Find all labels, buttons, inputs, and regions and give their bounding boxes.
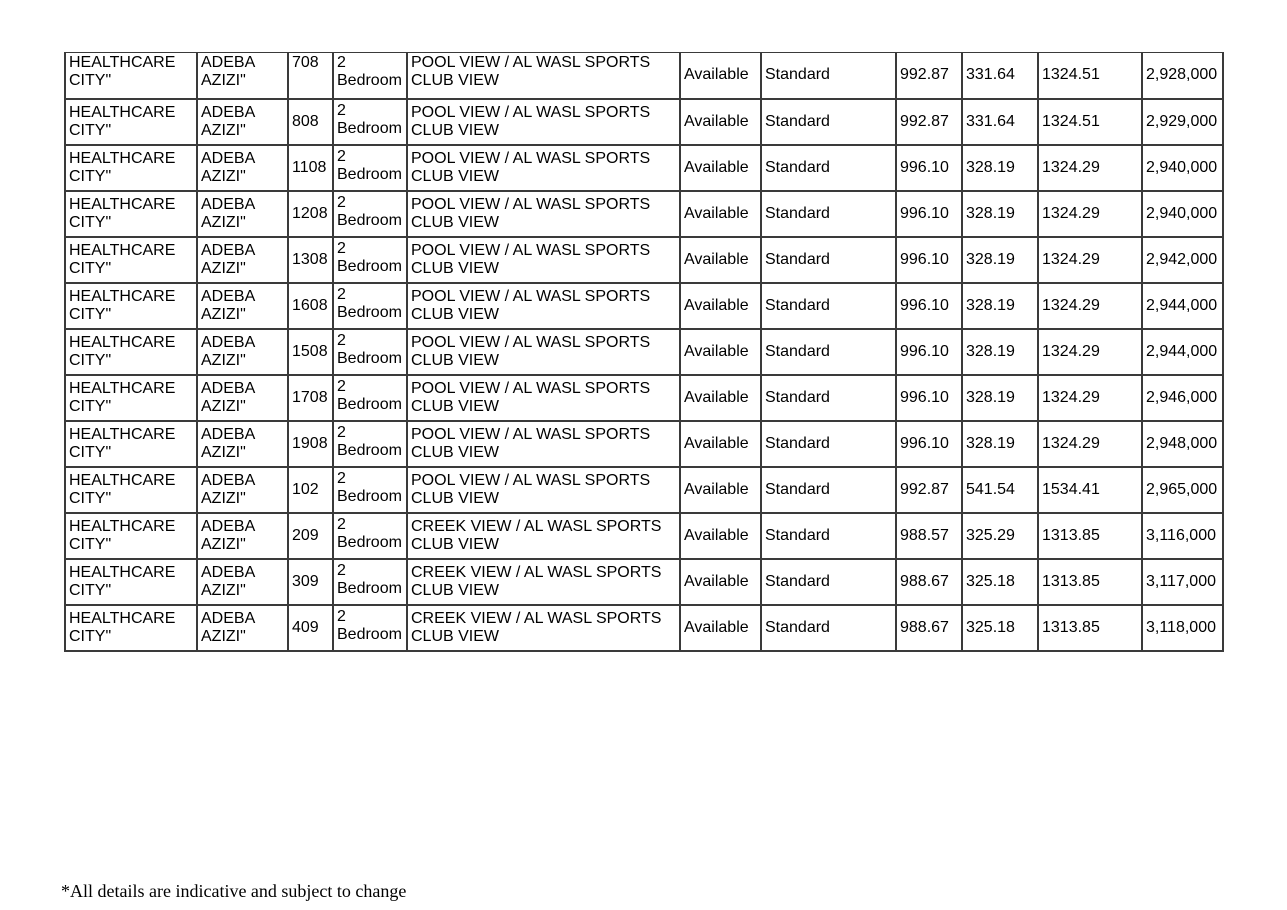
view-cell: CREEK VIEW / AL WASL SPORTS CLUB VIEW [407, 559, 680, 605]
project-cell: ADEBA AZIZI" [197, 283, 288, 329]
table-row [65, 605, 1223, 651]
unit-number-cell: 1308 [288, 237, 333, 283]
price-cell: 2,946,000 [1142, 375, 1223, 421]
table-row [65, 421, 1223, 467]
price-cell: 3,116,000 [1142, 513, 1223, 559]
total-area-cell: 1324.29 [1038, 237, 1142, 283]
category-cell: Standard [761, 329, 896, 375]
price-cell: 3,117,000 [1142, 559, 1223, 605]
community-cell: HEALTHCARE CITY" [65, 513, 197, 559]
project-cell: ADEBA AZIZI" [197, 467, 288, 513]
project-cell: ADEBA AZIZI" [197, 99, 288, 145]
unit-type-cell: 2 Bedroom [333, 605, 407, 651]
project-cell: ADEBA AZIZI" [197, 605, 288, 651]
internal-area-cell: 992.87 [896, 99, 962, 145]
footnote: *All details are indicative and subject to change [61, 881, 407, 901]
unit-number-cell: 1508 [288, 329, 333, 375]
status-cell: Available [680, 421, 761, 467]
price-cell: 2,940,000 [1142, 191, 1223, 237]
status-cell: Available [680, 329, 761, 375]
category-cell: Standard [761, 145, 896, 191]
price-cell: 2,928,000 [1142, 53, 1223, 99]
balcony-area-cell: 325.18 [962, 605, 1038, 651]
view-cell: POOL VIEW / AL WASL SPORTS CLUB VIEW [407, 237, 680, 283]
table-row [65, 283, 1223, 329]
unit-number-cell: 1208 [288, 191, 333, 237]
balcony-area-cell: 325.29 [962, 513, 1038, 559]
category-cell: Standard [761, 283, 896, 329]
table-row [65, 329, 1223, 375]
view-cell: CREEK VIEW / AL WASL SPORTS CLUB VIEW [407, 513, 680, 559]
internal-area-cell: 996.10 [896, 375, 962, 421]
category-cell: Standard [761, 513, 896, 559]
total-area-cell: 1534.41 [1038, 467, 1142, 513]
unit-number-cell: 708 [288, 53, 333, 99]
category-cell: Standard [761, 467, 896, 513]
table-row [65, 53, 1223, 99]
status-cell: Available [680, 53, 761, 99]
price-cell: 2,940,000 [1142, 145, 1223, 191]
view-cell: POOL VIEW / AL WASL SPORTS CLUB VIEW [407, 53, 680, 99]
balcony-area-cell: 328.19 [962, 283, 1038, 329]
status-cell: Available [680, 237, 761, 283]
view-cell: POOL VIEW / AL WASL SPORTS CLUB VIEW [407, 145, 680, 191]
status-cell: Available [680, 283, 761, 329]
status-cell: Available [680, 145, 761, 191]
table-row [65, 191, 1223, 237]
table-row [65, 99, 1223, 145]
project-cell: ADEBA AZIZI" [197, 513, 288, 559]
status-cell: Available [680, 375, 761, 421]
unit-type-cell: 2 Bedroom [333, 145, 407, 191]
unit-number-cell: 209 [288, 513, 333, 559]
balcony-area-cell: 328.19 [962, 329, 1038, 375]
balcony-area-cell: 325.18 [962, 559, 1038, 605]
view-cell: POOL VIEW / AL WASL SPORTS CLUB VIEW [407, 191, 680, 237]
project-cell: ADEBA AZIZI" [197, 191, 288, 237]
unit-number-cell: 808 [288, 99, 333, 145]
view-cell: CREEK VIEW / AL WASL SPORTS CLUB VIEW [407, 605, 680, 651]
status-cell: Available [680, 191, 761, 237]
price-cell: 2,942,000 [1142, 237, 1223, 283]
category-cell: Standard [761, 99, 896, 145]
balcony-area-cell: 328.19 [962, 375, 1038, 421]
table-row [65, 559, 1223, 605]
internal-area-cell: 988.67 [896, 559, 962, 605]
balcony-area-cell: 331.64 [962, 99, 1038, 145]
view-cell: POOL VIEW / AL WASL SPORTS CLUB VIEW [407, 99, 680, 145]
unit-type-cell: 2 Bedroom [333, 191, 407, 237]
category-cell: Standard [761, 605, 896, 651]
total-area-cell: 1313.85 [1038, 559, 1142, 605]
price-cell: 2,965,000 [1142, 467, 1223, 513]
category-cell: Standard [761, 237, 896, 283]
unit-type-cell: 2 Bedroom [333, 559, 407, 605]
price-cell: 2,948,000 [1142, 421, 1223, 467]
project-cell: ADEBA AZIZI" [197, 145, 288, 191]
total-area-cell: 1324.29 [1038, 191, 1142, 237]
balcony-area-cell: 541.54 [962, 467, 1038, 513]
table-row [65, 145, 1223, 191]
price-cell: 2,944,000 [1142, 329, 1223, 375]
community-cell: HEALTHCARE CITY" [65, 283, 197, 329]
community-cell: HEALTHCARE CITY" [65, 559, 197, 605]
price-cell: 3,118,000 [1142, 605, 1223, 651]
community-cell: HEALTHCARE CITY" [65, 53, 197, 99]
internal-area-cell: 988.57 [896, 513, 962, 559]
total-area-cell: 1324.29 [1038, 421, 1142, 467]
view-cell: POOL VIEW / AL WASL SPORTS CLUB VIEW [407, 329, 680, 375]
community-cell: HEALTHCARE CITY" [65, 375, 197, 421]
total-area-cell: 1324.29 [1038, 375, 1142, 421]
view-cell: POOL VIEW / AL WASL SPORTS CLUB VIEW [407, 283, 680, 329]
community-cell: HEALTHCARE CITY" [65, 237, 197, 283]
table-body [65, 53, 1223, 651]
balcony-area-cell: 331.64 [962, 53, 1038, 99]
view-cell: POOL VIEW / AL WASL SPORTS CLUB VIEW [407, 421, 680, 467]
unit-number-cell: 1108 [288, 145, 333, 191]
internal-area-cell: 996.10 [896, 329, 962, 375]
project-cell: ADEBA AZIZI" [197, 421, 288, 467]
unit-type-cell: 2 Bedroom [333, 421, 407, 467]
internal-area-cell: 988.67 [896, 605, 962, 651]
unit-type-cell: 2 Bedroom [333, 467, 407, 513]
internal-area-cell: 996.10 [896, 145, 962, 191]
total-area-cell: 1324.29 [1038, 329, 1142, 375]
view-cell: POOL VIEW / AL WASL SPORTS CLUB VIEW [407, 467, 680, 513]
category-cell: Standard [761, 53, 896, 99]
unit-number-cell: 409 [288, 605, 333, 651]
unit-number-cell: 1608 [288, 283, 333, 329]
unit-type-cell: 2 Bedroom [333, 329, 407, 375]
internal-area-cell: 992.87 [896, 467, 962, 513]
category-cell: Standard [761, 375, 896, 421]
community-cell: HEALTHCARE CITY" [65, 467, 197, 513]
project-cell: ADEBA AZIZI" [197, 329, 288, 375]
community-cell: HEALTHCARE CITY" [65, 605, 197, 651]
category-cell: Standard [761, 559, 896, 605]
total-area-cell: 1313.85 [1038, 605, 1142, 651]
total-area-cell: 1313.85 [1038, 513, 1142, 559]
price-cell: 2,929,000 [1142, 99, 1223, 145]
project-cell: ADEBA AZIZI" [197, 53, 288, 99]
project-cell: ADEBA AZIZI" [197, 237, 288, 283]
balcony-area-cell: 328.19 [962, 191, 1038, 237]
unit-number-cell: 309 [288, 559, 333, 605]
project-cell: ADEBA AZIZI" [197, 559, 288, 605]
community-cell: HEALTHCARE CITY" [65, 191, 197, 237]
status-cell: Available [680, 559, 761, 605]
balcony-area-cell: 328.19 [962, 421, 1038, 467]
unit-number-cell: 1908 [288, 421, 333, 467]
community-cell: HEALTHCARE CITY" [65, 145, 197, 191]
unit-type-cell: 2 Bedroom [333, 283, 407, 329]
unit-type-cell: 2 Bedroom [333, 53, 407, 99]
total-area-cell: 1324.51 [1038, 53, 1142, 99]
community-cell: HEALTHCARE CITY" [65, 421, 197, 467]
units-table [64, 52, 1224, 652]
category-cell: Standard [761, 421, 896, 467]
unit-number-cell: 1708 [288, 375, 333, 421]
unit-type-cell: 2 Bedroom [333, 99, 407, 145]
unit-type-cell: 2 Bedroom [333, 375, 407, 421]
total-area-cell: 1324.29 [1038, 283, 1142, 329]
balcony-area-cell: 328.19 [962, 237, 1038, 283]
total-area-cell: 1324.29 [1038, 145, 1142, 191]
unit-type-cell: 2 Bedroom [333, 513, 407, 559]
status-cell: Available [680, 99, 761, 145]
view-cell: POOL VIEW / AL WASL SPORTS CLUB VIEW [407, 375, 680, 421]
status-cell: Available [680, 467, 761, 513]
table-row [65, 467, 1223, 513]
balcony-area-cell: 328.19 [962, 145, 1038, 191]
project-cell: ADEBA AZIZI" [197, 375, 288, 421]
internal-area-cell: 996.10 [896, 283, 962, 329]
price-cell: 2,944,000 [1142, 283, 1223, 329]
status-cell: Available [680, 513, 761, 559]
table-row [65, 513, 1223, 559]
internal-area-cell: 996.10 [896, 191, 962, 237]
community-cell: HEALTHCARE CITY" [65, 99, 197, 145]
table-row [65, 375, 1223, 421]
community-cell: HEALTHCARE CITY" [65, 329, 197, 375]
internal-area-cell: 996.10 [896, 421, 962, 467]
unit-number-cell: 102 [288, 467, 333, 513]
internal-area-cell: 992.87 [896, 53, 962, 99]
status-cell: Available [680, 605, 761, 651]
category-cell: Standard [761, 191, 896, 237]
internal-area-cell: 996.10 [896, 237, 962, 283]
total-area-cell: 1324.51 [1038, 99, 1142, 145]
unit-type-cell: 2 Bedroom [333, 237, 407, 283]
table-row [65, 237, 1223, 283]
